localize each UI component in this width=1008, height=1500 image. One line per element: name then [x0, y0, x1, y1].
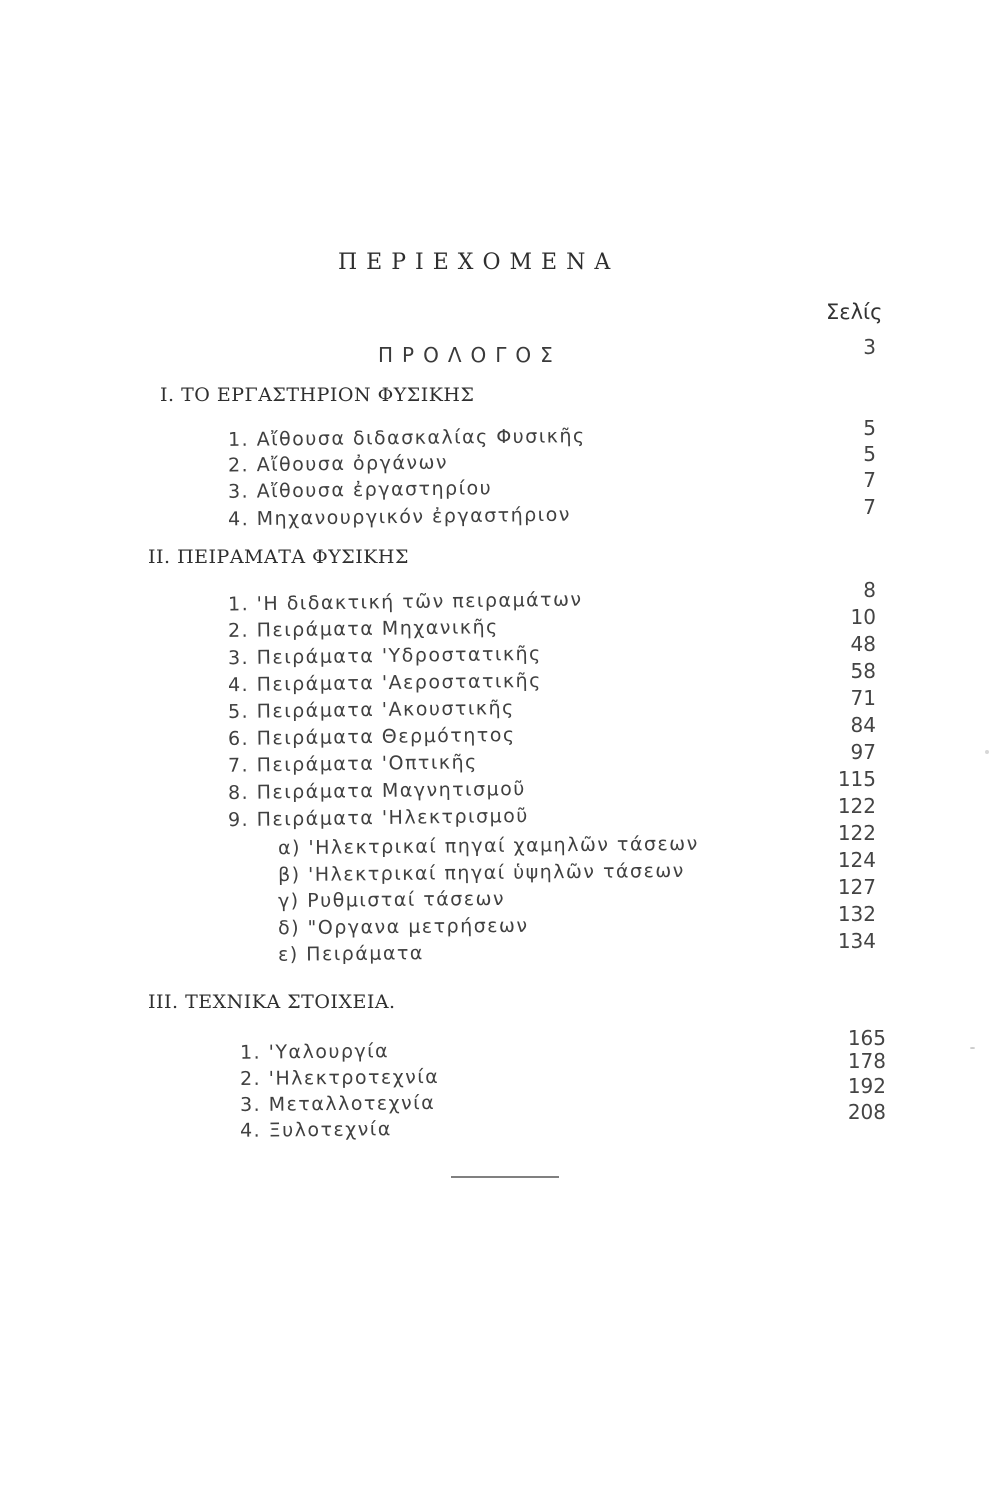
toc-entry: 8. Πειράματα Μαγνητισμοῦ: [227, 777, 526, 805]
toc-entry: 6. Πειράματα Θερμότητος: [227, 723, 516, 751]
toc-page: 97: [850, 740, 876, 764]
toc-page: 71: [850, 686, 876, 710]
toc-page: 178: [847, 1049, 886, 1073]
toc-page: 5: [863, 442, 876, 466]
toc-entry: 7. Πειράματα 'Οπτικῆς: [227, 751, 478, 777]
toc-entry: 2. Πειράματα Μηχανικῆς: [227, 616, 499, 642]
toc-entry: 9. Πειράματα 'Ηλεκτρισμοῦ: [227, 804, 529, 832]
toc-entry: 1. 'Υαλουργία: [239, 1040, 390, 1064]
toc-page: 192: [847, 1074, 886, 1098]
toc-entry: 3. Πειράματα 'Υδροστατικῆς: [227, 642, 542, 670]
toc-entry: 2. Αἴθουσα ὀργάνων: [227, 451, 449, 477]
toc-entry: 4. Μηχανουργικόν ἐργαστήριον: [227, 503, 572, 531]
toc-page: 115: [837, 767, 876, 791]
section-heading: I. ΤΟ ΕΡΓΑΣΤΗΡΙΟΝ ΦΥΣΙΚΗΣ: [160, 384, 475, 406]
page-title: ΠΕΡΙΕΧΟΜΕΝΑ: [338, 250, 620, 275]
toc-page: 5: [863, 416, 876, 440]
toc-entry: 5. Πειράματα 'Ακουστικῆς: [227, 696, 515, 724]
toc-entry: 1. Αἴθουσα διδασκαλίας Φυσικῆς: [227, 425, 586, 451]
toc-page: 48: [850, 632, 876, 656]
toc-page: 8: [863, 578, 876, 602]
closing-rule: [451, 1176, 559, 1178]
prologue-label: ΠΡΟΛΟΓΟΣ: [378, 343, 562, 367]
toc-entry: 3. Αἴθουσα ἐργαστηρίου: [227, 477, 493, 503]
toc-entry: 1. 'Η διδακτική τῶν πειραμάτων: [227, 588, 583, 616]
toc-entry: 4. Ξυλοτεχνία: [239, 1118, 392, 1142]
toc-entry: 4. Πειράματα 'Αεροστατικῆς: [227, 669, 542, 697]
prologue-page: 3: [863, 335, 876, 359]
toc-page: 58: [850, 659, 876, 683]
section-heading: II. ΠΕΙΡΑΜΑΤΑ ΦΥΣΙΚΗΣ: [148, 546, 409, 568]
toc-subentry: ε) Πειράματα: [277, 942, 424, 966]
toc-entry: 2. 'Ηλεκτροτεχνία: [239, 1065, 440, 1091]
toc-subentry: γ) Ρυθμισταί τάσεων: [277, 887, 506, 913]
toc-page: 10: [850, 605, 876, 629]
toc-page: 124: [837, 848, 876, 872]
toc-subentry: α) 'Ηλεκτρικαί πηγαί χαμηλῶν τάσεων: [277, 832, 699, 860]
toc-page: 84: [850, 713, 876, 737]
toc-page: 132: [837, 902, 876, 926]
toc-page: 165: [847, 1026, 886, 1050]
toc-page: 122: [837, 794, 876, 818]
section-heading: III. ΤΕΧΝΙΚΑ ΣΤΟΙΧΕΙΑ.: [148, 991, 396, 1013]
toc-page: 208: [847, 1100, 886, 1124]
paper-speck: [970, 1047, 975, 1049]
paper-speck: [985, 750, 989, 754]
toc-page: 7: [863, 468, 876, 492]
toc-subentry: δ) "Οργανα μετρήσεων: [277, 914, 529, 940]
toc-subentry: β) 'Ηλεκτρικαί πηγαί ὑψηλῶν τάσεων: [277, 859, 685, 887]
toc-page: 127: [837, 875, 876, 899]
pages-column-heading: Σελίς: [826, 300, 883, 324]
toc-page: 7: [863, 495, 876, 519]
toc-page: 134: [837, 929, 876, 953]
toc-entry: 3. Μεταλλοτεχνία: [239, 1091, 436, 1117]
toc-page: 122: [837, 821, 876, 845]
